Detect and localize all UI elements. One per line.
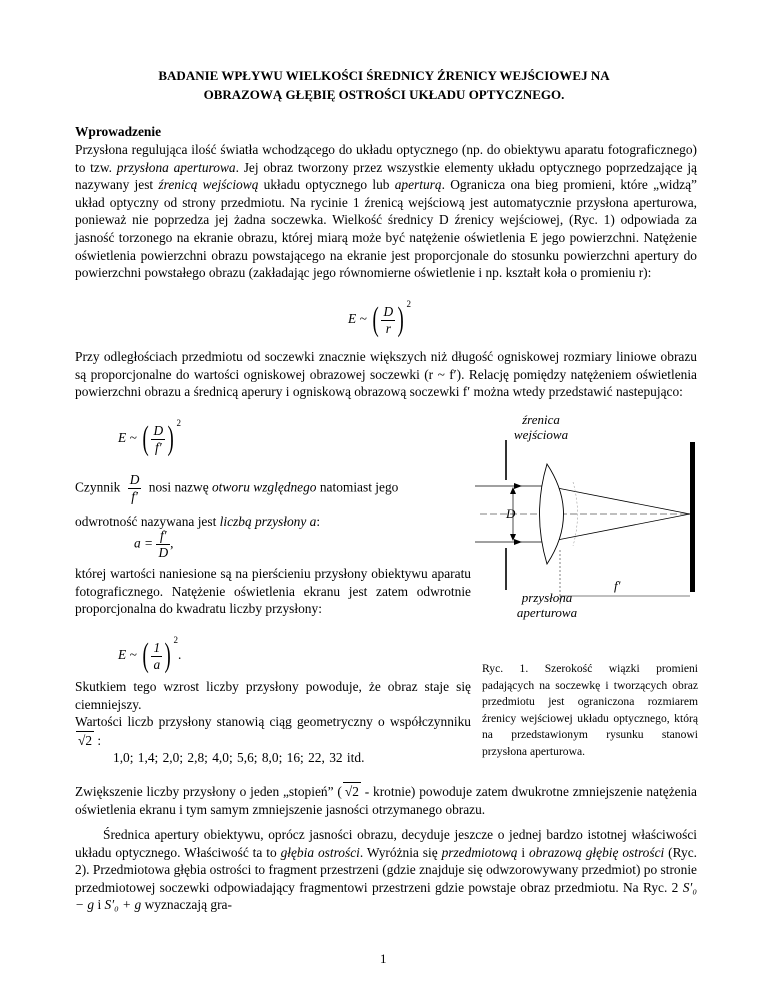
p3-text-b: nosi nazwę	[145, 479, 212, 495]
screen	[690, 442, 695, 592]
p6-colon: :	[97, 732, 102, 748]
figure-label-D: D	[506, 506, 516, 521]
relative-aperture-fraction	[128, 472, 142, 505]
paragraph-4	[75, 565, 471, 618]
term-object-side: przedmiotową	[441, 844, 518, 860]
figure-label-focal-length: f′	[614, 578, 621, 593]
p8-formula-j: S′₀ + g	[104, 897, 142, 913]
p3-text-a: Czynnik	[75, 479, 121, 495]
eq1-exp: 2	[406, 299, 411, 309]
ray-top-arrow	[514, 483, 522, 489]
eq1-num: D	[383, 303, 394, 319]
ray-bottom-out	[547, 514, 690, 542]
eq4-lhs: E ~	[118, 647, 137, 663]
paragraph-3	[75, 472, 475, 531]
title-line-1: BADANIE WPŁYWU WIELKOŚCI ŚREDNICY ŹRENICY WEJŚCIOWEJ NA	[158, 68, 610, 83]
eq4-den: a	[153, 656, 161, 672]
p7-text-c: - krotnie) powoduje zatem dwukrotne zmniejszenie natężenia oświetlenia ekranu i tym samym zmniejszenie jasności otrzymanego obrazu.	[75, 784, 697, 817]
paragraph-2	[75, 348, 697, 401]
p4-text: której wartości naniesione są na pierścieniu przysłony obiektywu aparatu fotograficznego. Natężenie oświetlenia ekranu jest zatem odwrotnie proporcjonalna do kwadratu liczby przysłony:	[75, 566, 471, 617]
sqrt-two-inline-value: 2	[352, 784, 359, 799]
equation-4: E ~ ( $\frac{1}{a}$ ) 2.	[118, 635, 182, 674]
eq3-fraction	[156, 528, 170, 561]
paragraph-7	[75, 782, 697, 818]
page-title	[60, 66, 708, 104]
ray-bottom-arrow	[514, 539, 522, 545]
page-number: 1	[380, 951, 387, 966]
ray-top-out	[547, 486, 690, 514]
sqrt-two: √2	[78, 732, 93, 748]
p7-text-a: Zwiększenie liczby przysłony o jeden „stopień” (	[75, 784, 342, 799]
p8-text-g: (Ryc. 2). Przedmiotowa głębia ostrości to fragment przestrzeni (gdzie znajduje się odwzorowywany przedmiot) po stronie przedmiotowej soczewki odpowiadający fragmentowi przestrzeni gdzie powstaje obraz przedmiotu. Na Ryc. 2	[75, 844, 698, 895]
p6-text: Wartości liczb przysłony stanowią ciąg geometryczny o współczynniku	[75, 714, 471, 730]
figure-1-diagram	[470, 430, 700, 610]
term-f-number: liczbą przysłony a	[219, 514, 317, 529]
eq2-num: D	[153, 422, 164, 438]
p8-text-c: . Wyróżnia się	[359, 844, 442, 860]
term-relative-aperture: otworu względnego	[211, 479, 317, 495]
p8-text-e: i	[517, 844, 529, 860]
p3-num: D	[129, 472, 140, 487]
p1-text-e: układu optycznego lub	[258, 177, 395, 193]
sqrt-two-inline: √2	[344, 784, 359, 799]
label-pupil-line-2: wejściowa	[513, 427, 569, 442]
p3-text-e: odwrotność nazywana jest	[75, 514, 220, 529]
eq3-num: f′	[156, 528, 170, 545]
p3-text-d: natomiast jego	[316, 479, 399, 495]
p8-text-k: wyznaczają gra-	[141, 897, 232, 913]
equation-2: E ~ ( $\frac{D}{f'}$ ) 2	[118, 418, 181, 457]
p5-text: Skutkiem tego wzrost liczby przysłony powoduje, że obraz staje się ciemniejszy.	[75, 679, 471, 712]
paragraph-8	[75, 826, 697, 914]
eq2-den: f′	[154, 439, 162, 455]
label-pupil-line-1: źrenica	[522, 412, 560, 427]
term-aperture-stop: przysłona aperturowa	[116, 159, 236, 175]
eq4-exp: 2	[173, 635, 178, 645]
label-stop-line-2: aperturowa	[516, 605, 578, 620]
eq1-lhs: E ~	[348, 311, 367, 327]
equation-3	[134, 528, 173, 561]
eq1-den: r	[385, 320, 391, 336]
p1-text-g: . Ogranicza ona bieg promieni, które „widzą” układ optyczny od strony przedmiotu. Na rycinie 1 źrenicą wejściową jest automatycznie przysłona aperturowa, ponieważ nie poprzedza jej żadna soczewka. Wielkość średnicy D źrenicy wejściowej, (Ryc. 1) odpowiada za jasność torzonego na ekranie obrazu, której miarą może być natężenie oświetlenia E jego powierzchni. Natężenie oświetlenia powierzchni obrazu powstającego na ekranie jest proporcjonale do stosunku powierzchni apertury do powierzchni powstałego obrazu (zakładając jego równomierne oświetlenie i np. kształt koła o promieniu r):	[75, 177, 697, 281]
equation-1: E ~ ( $\frac{D}{r}$ ) 2	[348, 299, 411, 338]
figure-1-caption: Ryc. 1. Szerokość wiązki promieni padających na soczewkę i tworzących obraz przedmiotu jest ograniczona rozmiarem źrenicy wejściowej układu optycznego, którą na przedstawionym rysunku stanowi przysłona aperturowa.	[482, 662, 698, 758]
p1-text-a: Przysłona regulująca ilość światła wchodzącego do układu optycznego (np. do obiektywu aparatu fotograficznego) to tzw.	[75, 142, 697, 175]
lens	[540, 464, 564, 564]
eq2-exp: 2	[176, 418, 181, 428]
eq4-tail: .	[178, 647, 182, 663]
f-number-series: 1,0; 1,4; 2,0; 2,8; 4,0; 5,6; 8,0; 16; 22, 32 itd.	[113, 750, 365, 765]
p8-text-i: i	[94, 897, 105, 913]
p8-text-a: Średnica apertury obiektywu, oprócz jasności obrazu, decyduje jeszcze o jednej bardzo istotnej właściwości układu optycznego. Właściwość ta to	[75, 827, 697, 860]
eq4-num: 1	[153, 639, 161, 655]
eq3-lhs: a =	[134, 535, 154, 551]
term-image-depth-of-field: obrazową głębię ostrości	[528, 844, 665, 860]
p2-text: Przy odległościach przedmiotu od soczewki znacznie większych niż długość ogniskowej rozmiary liniowe obrazu są proporcjonalne do wartości ogniskowej obrazowej soczewki (r ~ f′). Relację pomiędzy natężeniem oświetlenia powierzchni obrazu a średnicą aperury i ogniskową obrazową soczewki f′ można wtedy przedstawić nastepująco:	[75, 349, 697, 400]
paragraph-5	[75, 678, 471, 749]
term-aperture: aperturą	[394, 177, 442, 193]
eq3-den: D	[158, 545, 169, 560]
eq3-tail: ,	[170, 535, 174, 551]
p3-den: f′	[131, 489, 138, 504]
eq2-fraction	[151, 423, 165, 456]
term-entrance-pupil: źrenicą wejściową	[158, 177, 259, 193]
term-depth-of-field: głębia ostrości	[280, 844, 360, 860]
label-stop-line-1: przysłona	[521, 590, 573, 605]
sqrt-two-value: 2	[85, 732, 93, 748]
eq1-fraction	[381, 304, 395, 337]
p3-text-g: :	[316, 514, 321, 529]
paragraph-intro	[75, 141, 697, 282]
eq4-fraction	[151, 640, 162, 673]
section-heading-intro: Wprowadzenie	[75, 124, 162, 139]
eq2-lhs: E ~	[118, 430, 137, 446]
p1-text-c: . Jej obraz tworzony przez wszystkie elementy układu optycznego poprzedzające ją nazywany jest	[75, 159, 697, 193]
title-line-2: OBRAZOWĄ GŁĘBIĘ OSTROŚCI UKŁADU OPTYCZNEGO.	[203, 87, 565, 102]
p8-formula-h: S′₀ − g	[75, 879, 697, 913]
